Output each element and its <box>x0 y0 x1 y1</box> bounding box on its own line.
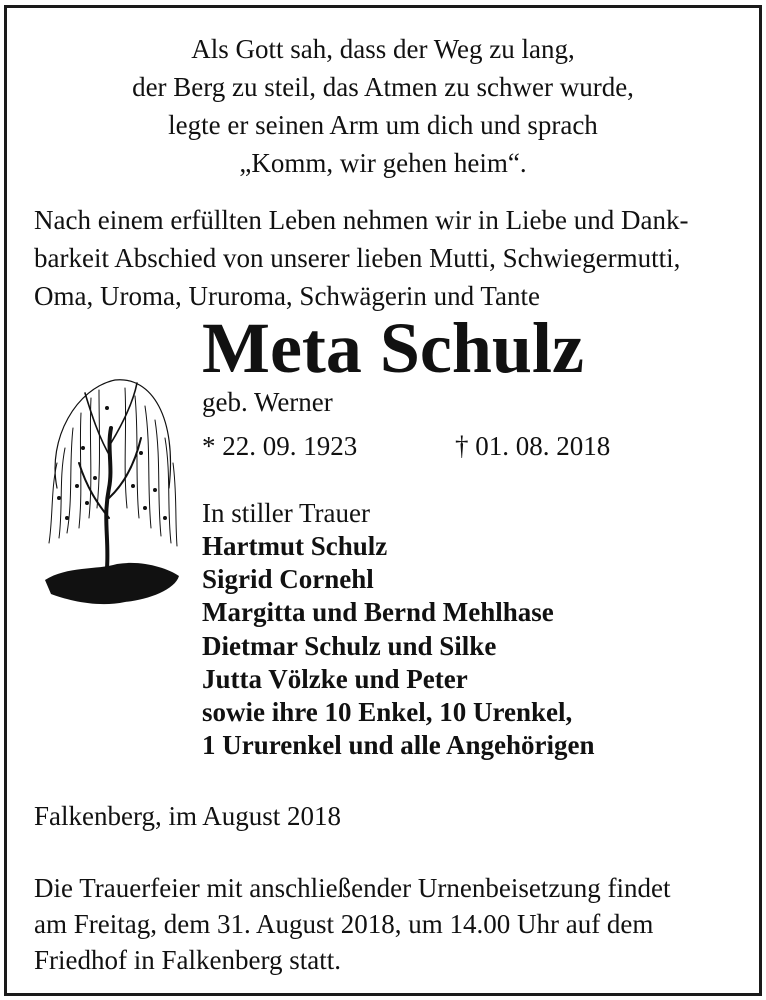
poem-line: legte er seinen Arm um dich und sprach <box>168 110 598 140</box>
ceremony-line: Friedhof in Falkenberg statt. <box>34 945 341 975</box>
weeping-willow-icon <box>37 368 187 618</box>
ceremony-text <box>34 870 671 978</box>
intro-line: Nach einem erfüllten Leben nehmen wir in Liebe und Dank- <box>34 205 689 235</box>
poem-line: der Berg zu steil, das Atmen zu schwer wurde, <box>132 72 634 102</box>
poem-line: „Komm, wir gehen heim“. <box>239 148 527 178</box>
mourner-name: Sigrid Cornehl <box>202 564 374 595</box>
mourner-name: Margitta und Bernd Mehlhase <box>202 597 554 628</box>
poem <box>7 30 759 182</box>
deceased-name: Meta Schulz <box>202 308 584 388</box>
place-date: Falkenberg, im August 2018 <box>34 801 341 831</box>
mourner-name: Hartmut Schulz <box>202 531 388 561</box>
mourning-label: In stiller Trauer <box>202 498 370 528</box>
poem-line: Als Gott sah, dass der Weg zu lang, <box>191 34 575 64</box>
ceremony-line: Die Trauerfeier mit anschließender Urnenbeisetzung findet <box>34 873 671 903</box>
mourner-name: sowie ihre 10 Enkel, 10 Urenkel, <box>202 697 573 728</box>
intro-line: barkeit Abschied von unserer lieben Mutti, Schwiegermutti, <box>34 243 681 273</box>
mourner-name: Dietmar Schulz und Silke <box>202 630 497 661</box>
birth-name: geb. Werner <box>202 387 333 417</box>
mourner-name: Jutta Völzke und Peter <box>202 663 468 694</box>
mourner-name: 1 Ururenkel und alle Angehörigen <box>202 730 595 761</box>
death-date: † 01. 08. 2018 <box>455 431 611 461</box>
obituary-notice <box>4 5 762 996</box>
ceremony-line: am Freitag, dem 31. August 2018, um 14.00 Uhr auf dem <box>34 909 654 939</box>
intro-line: Oma, Uroma, Ururoma, Schwägerin und Tante <box>34 281 540 311</box>
birth-date: * 22. 09. 1923 <box>202 431 358 461</box>
intro-text <box>34 201 734 315</box>
mourners-list <box>202 530 595 762</box>
